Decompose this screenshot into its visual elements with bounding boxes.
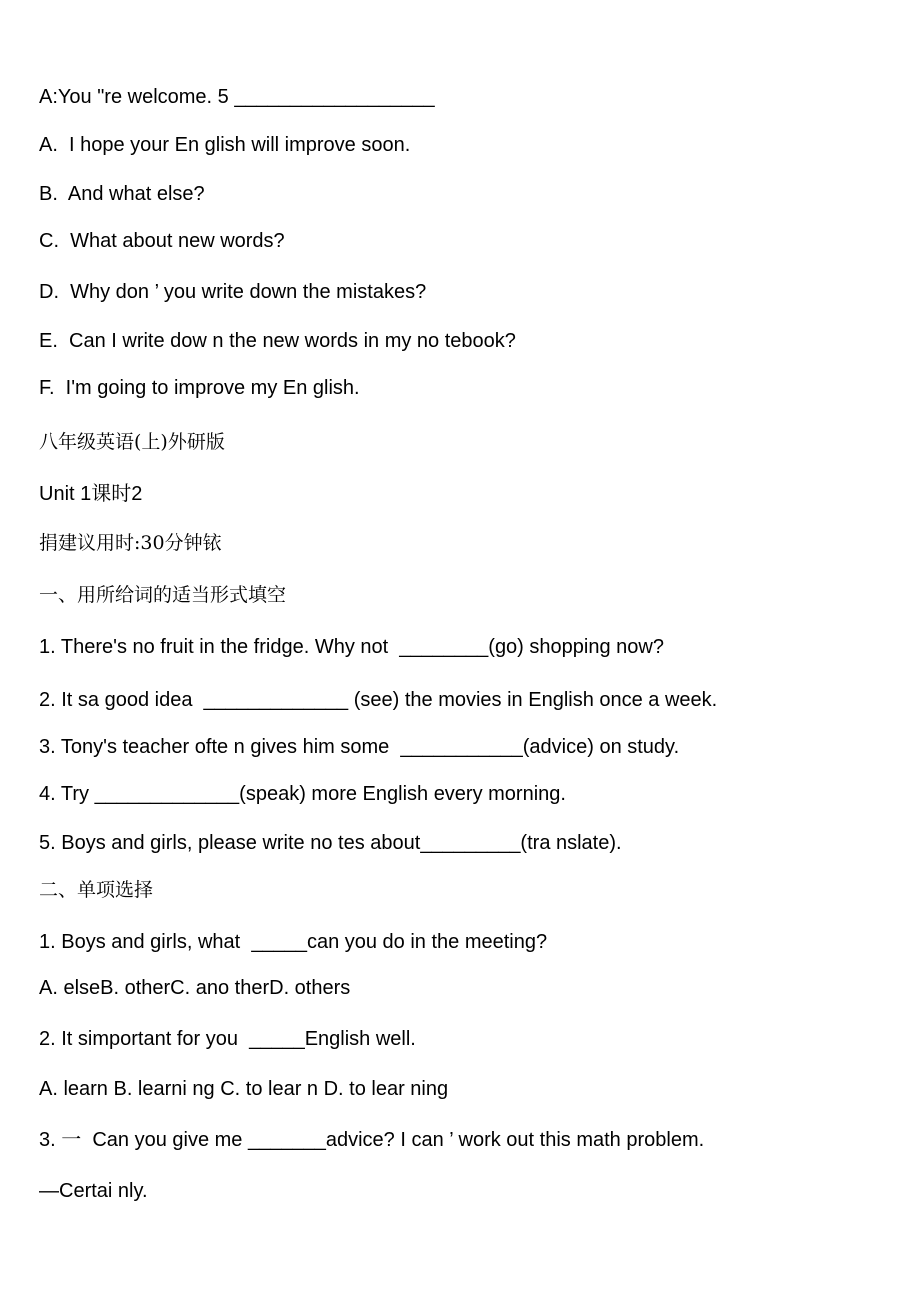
section1-item-3: 3. Tony's teacher ofte n gives him some ___________(advice) on study. bbox=[39, 736, 680, 758]
unit-heading: Unit 1课时2 bbox=[39, 483, 143, 505]
section2-question-2-options: A. learn B. learni ng C. to lear n D. to lear ning bbox=[39, 1078, 449, 1100]
section1-title: 一、用所给词的适当形式填空 bbox=[39, 584, 287, 606]
dialogue-option-d: D. Why don ’ you write down the mistakes? bbox=[39, 281, 427, 303]
section2-question-3: 3. 一 Can you give me _______advice? I can ’ work out this math problem. bbox=[39, 1129, 705, 1151]
section1-item-2: 2. It sa good idea _____________ (see) the movies in English once a week. bbox=[39, 689, 718, 711]
dialogue-option-e: E. Can I write dow n the new words in my no tebook? bbox=[39, 330, 516, 352]
section1-item-5: 5. Boys and girls, please write no tes about_________(tra nslate). bbox=[39, 832, 622, 854]
suggested-time: 捐建议用时:30分钟铱 bbox=[39, 532, 222, 554]
dialogue-final-line: A:You "re welcome. 5 __________________ bbox=[39, 86, 435, 108]
dialogue-option-b: B. And what else? bbox=[39, 183, 205, 205]
section1-item-4: 4. Try _____________(speak) more English every morning. bbox=[39, 783, 566, 805]
section2-question-1-options: A. elseB. otherC. ano therD. others bbox=[39, 977, 351, 999]
section2-title: 二、单项选择 bbox=[39, 879, 154, 901]
dialogue-option-f: F. I'm going to improve my En glish. bbox=[39, 377, 360, 399]
book-title: 八年级英语(上)外研版 bbox=[39, 431, 225, 453]
section2-question-2: 2. It simportant for you _____English well. bbox=[39, 1028, 416, 1050]
section2-question-3-reply: —Certai nly. bbox=[39, 1180, 148, 1202]
dialogue-option-c: C. What about new words? bbox=[39, 230, 285, 252]
dialogue-option-a: A. I hope your En glish will improve soon. bbox=[39, 134, 411, 156]
section2-question-1: 1. Boys and girls, what _____can you do in the meeting? bbox=[39, 931, 548, 953]
section1-item-1: 1. There's no fruit in the fridge. Why not ________(go) shopping now? bbox=[39, 636, 664, 658]
